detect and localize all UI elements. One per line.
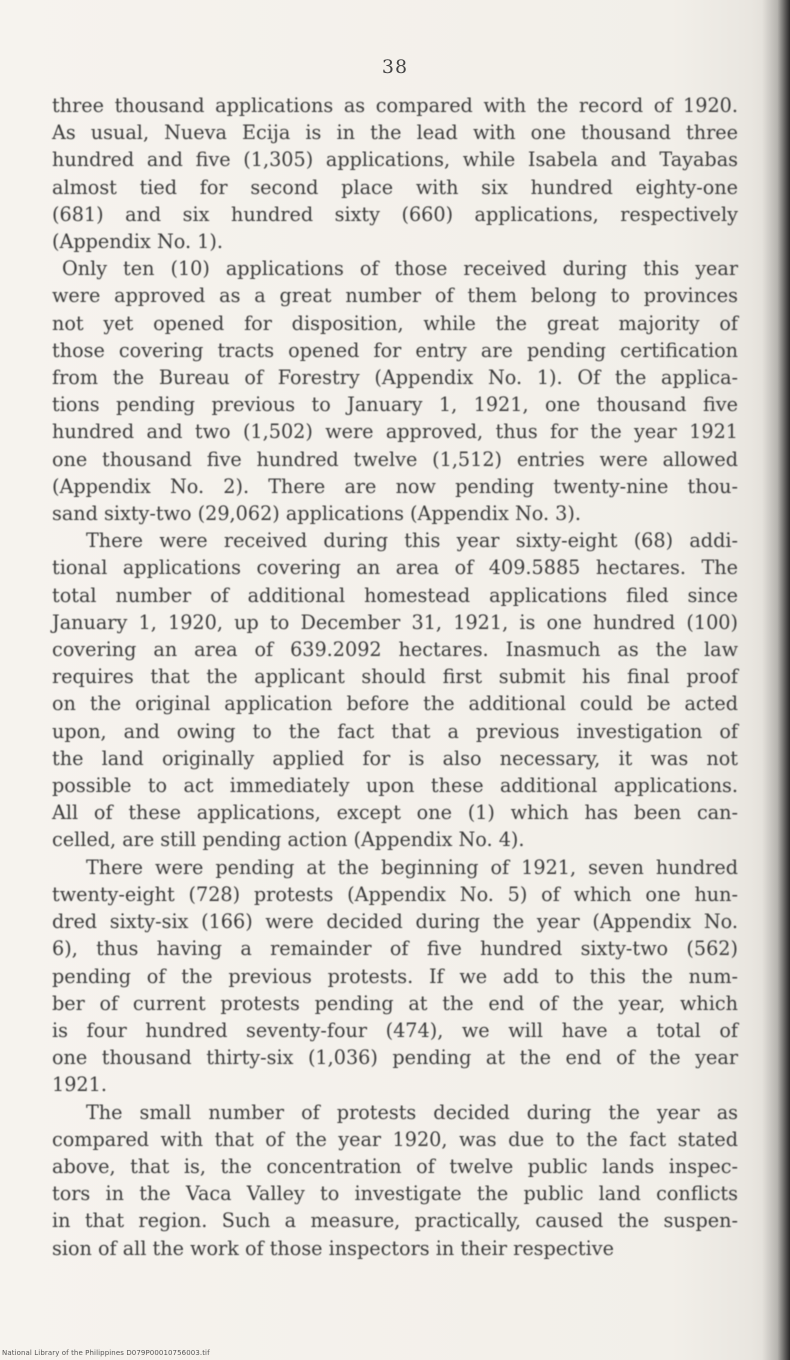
text-line: tors in the Vaca Valley to investigate the public land conflicts	[52, 1182, 738, 1206]
text-line: sand sixty-two (29,062) applications (Appendix No. 3).	[52, 502, 581, 526]
text-line: sion of all the work of those inspectors in their respective	[52, 1236, 614, 1260]
text-line: There were received during this year sixty-eight (68) addi-	[86, 529, 738, 553]
text-line: compared with that of the year 1920, was due to the fact stated	[52, 1127, 738, 1151]
text-line: hundred and two (1,502) were approved, thus for the year 1921	[52, 420, 738, 444]
text-line: those covering tracts opened for entry are pending certification	[52, 338, 738, 362]
text-line: (Appendix No. 1).	[52, 230, 223, 254]
binding-shadow	[762, 0, 790, 1360]
text-line: requires that the applicant should first submit his final proof	[52, 665, 738, 689]
text-line: not yet opened for disposition, while the great majority of	[52, 311, 738, 335]
text-line: twenty-eight (728) protests (Appendix No. 5) of which one hun-	[52, 882, 738, 906]
text-line: three thousand applications as compared with the record of 1920.	[52, 94, 738, 117]
text-line: There were pending at the beginning of 1921, seven hundred	[86, 855, 738, 879]
text-line: covering an area of 639.2092 hectares. Inasmuch as the law	[52, 638, 738, 662]
paragraph	[52, 1099, 738, 1262]
text-line: 1921.	[52, 1073, 107, 1097]
text-line: were approved as a great number of them belong to provinces	[52, 284, 738, 308]
text-line: one thousand thirty-six (1,036) pending at the end of the year	[52, 1046, 738, 1070]
text-line: above, that is, the concentration of twelve public lands inspec-	[52, 1154, 738, 1178]
text-line: hundred and five (1,305) applications, while Isabela and Tayabas	[52, 148, 738, 172]
text-line: in that region. Such a measure, practically, caused the suspen-	[52, 1209, 738, 1233]
text-line: ber of current protests pending at the end of the year, which	[52, 991, 738, 1015]
text-line: tional applications covering an area of 409.5885 hectares. The	[52, 556, 738, 580]
text-line: (681) and six hundred sixty (660) applications, respectively	[52, 202, 738, 226]
paragraph	[52, 527, 738, 853]
text-line: is four hundred seventy-four (474), we will have a total of	[52, 1018, 738, 1042]
scan-credit: National Library of the Philippines D079P00010756003.tif	[2, 1349, 210, 1357]
paragraph	[52, 255, 738, 527]
text-line: tions pending previous to January 1, 1921, one thousand five	[52, 393, 738, 417]
text-line: total number of additional homestead applications filed since	[52, 583, 738, 607]
text-line: celled, are still pending action (Appendix No. 4).	[52, 828, 525, 852]
text-line: one thousand five hundred twelve (1,512) entries were allowed	[52, 447, 738, 471]
text-line: dred sixty-six (166) were decided during the year (Appendix No.	[52, 910, 738, 934]
text-line: 6), thus having a remainder of five hundred sixty-two (562)	[52, 937, 738, 961]
text-line: on the original application before the additional could be acted	[52, 692, 738, 716]
text-line: upon, and owing to the fact that a previous investigation of	[52, 719, 738, 743]
paragraph	[52, 854, 738, 1099]
text-line: Only ten (10) applications of those received during this year	[62, 257, 738, 281]
text-line: the land originally applied for is also necessary, it was not	[52, 746, 738, 770]
page-number: 38	[381, 56, 409, 78]
text-line: from the Bureau of Forestry (Appendix No. 1). Of the applica-	[52, 366, 738, 390]
text-line: possible to act immediately upon these additional applications.	[52, 774, 738, 798]
text-line: (Appendix No. 2). There are now pending twenty-nine thou-	[52, 474, 738, 498]
text-line: All of these applications, except one (1) which has been can-	[52, 801, 738, 825]
text-line: almost tied for second place with six hundred eighty-one	[52, 175, 738, 199]
text-line: The small number of protests decided during the year as	[86, 1100, 738, 1124]
text-line: January 1, 1920, up to December 31, 1921, is one hundred (100)	[52, 610, 738, 634]
paragraph	[52, 92, 738, 255]
body-text	[52, 92, 738, 1262]
text-line: pending of the previous protests. If we add to this the num-	[52, 964, 738, 988]
text-line: As usual, Nueva Ecija is in the lead with one thousand three	[52, 121, 738, 145]
